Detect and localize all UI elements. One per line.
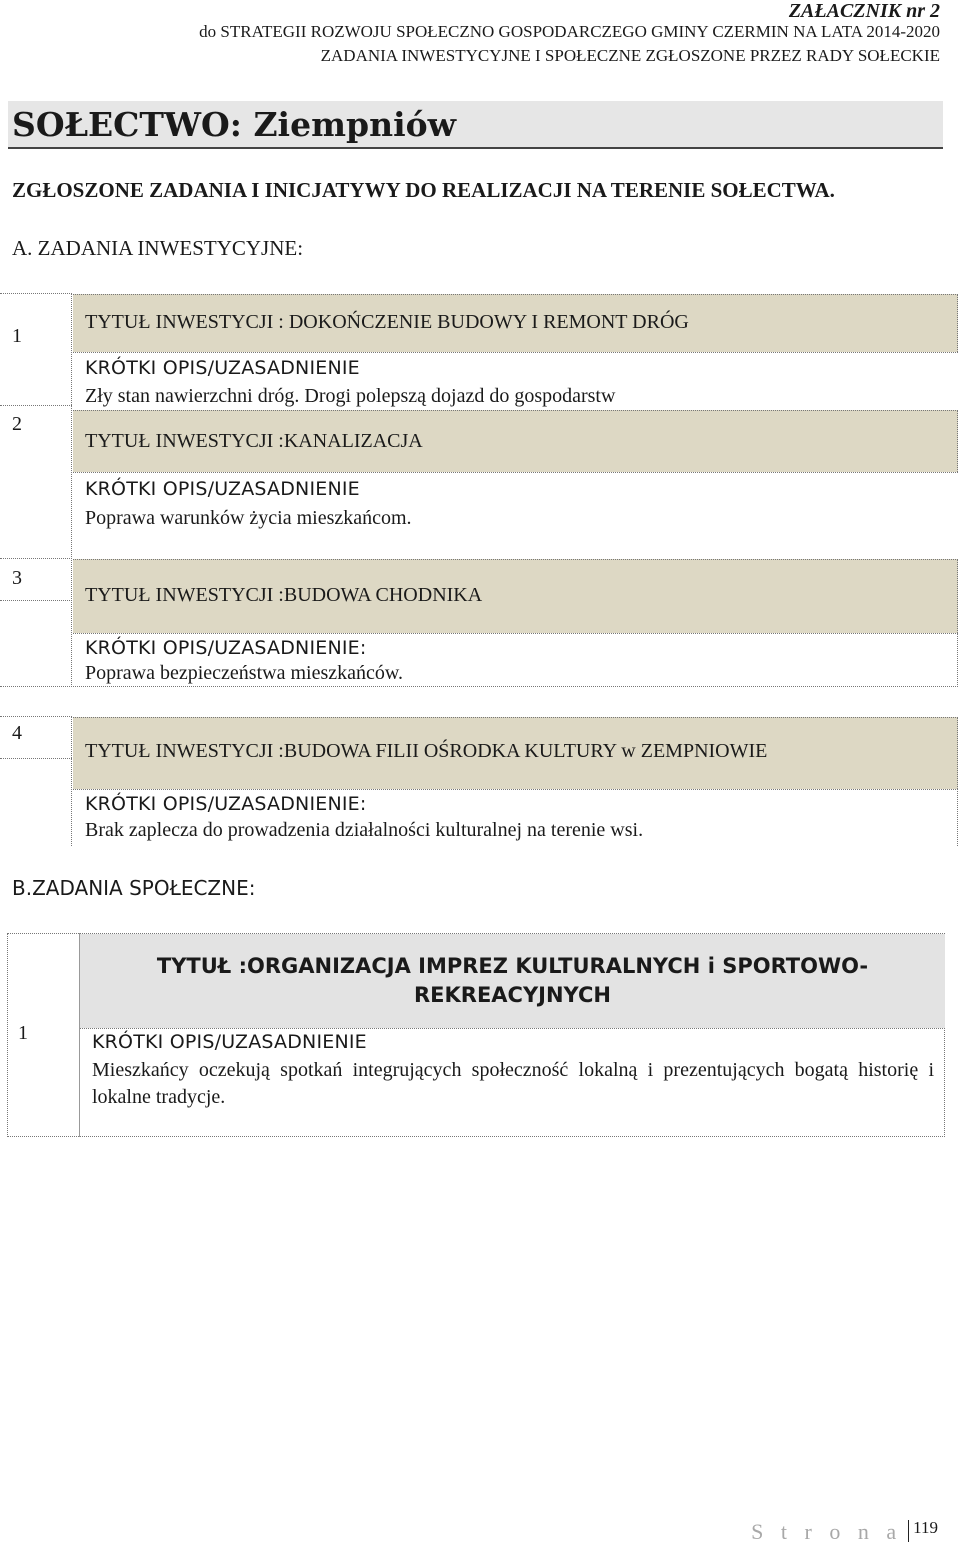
section-b-heading: B.ZADANIA SPOŁECZNE: [12, 876, 256, 900]
desc-label: KRÓTKI OPIS/UZASADNIENIE: [85, 793, 367, 815]
item-number: 3 [12, 567, 22, 589]
item-description: Poprawa bezpieczeństwa mieszkańców. [85, 662, 404, 684]
table-border [0, 293, 72, 294]
item-title: TYTUŁ INWESTYCJI :BUDOWA CHODNIKA [85, 584, 483, 606]
desc-label: KRÓTKI OPIS/UZASADNIENIE: [85, 637, 367, 659]
intro-heading: ZGŁOSZONE ZADANIA I INICJATYWY DO REALIZACJI NA TERENIE SOŁECTWA. [12, 178, 835, 202]
annex-label: ZAŁACZNIK nr 2 [788, 0, 940, 22]
number-column [0, 716, 72, 846]
page-footer [751, 1518, 938, 1545]
row-divider [80, 1028, 945, 1029]
item-title-cell [80, 934, 945, 1028]
item-title: TYTUŁ :ORGANIZACJA IMPREZ KULTURALNYCH i SPORTOWO- [156, 954, 869, 978]
item-title: TYTUŁ INWESTYCJI :KANALIZACJA [85, 430, 423, 452]
tasks-line: ZADANIA INWESTYCYJNE I SPOŁECZNE ZGŁOSZONE PRZEZ RADY SOŁECKIE [320, 46, 940, 65]
item-title-line2: REKREACYJNYCH [413, 983, 611, 1007]
row-divider [0, 405, 72, 406]
strategy-line: do STRATEGII ROZWOJU SPOŁECZNO GOSPODARCZEGO GMINY CZERMIN NA LATA 2014-2020 [199, 22, 940, 41]
item-description: Brak zaplecza do prowadzenia działalności kulturalnej na terenie wsi. [85, 819, 644, 841]
item-description: Mieszkańcy oczekują spotkań integrujących społeczność lokalną i prezentujących bogatą historię i lokalne tradycje. [92, 1059, 934, 1108]
item-title: TYTUŁ INWESTYCJI : DOKOŃCZENIE BUDOWY I REMONT DRÓG [85, 311, 689, 333]
item-number: 2 [12, 413, 22, 435]
row-divider [0, 758, 72, 759]
row-divider [0, 600, 72, 601]
section-a-heading: A. ZADANIA INWESTYCYJNE: [12, 236, 304, 260]
item-description: Poprawa warunków życia mieszkańcom. [85, 507, 412, 529]
item-number: 1 [18, 1022, 28, 1044]
desc-label: KRÓTKI OPIS/UZASADNIENIE [85, 478, 360, 500]
page-label: S t r o n a [751, 1519, 903, 1544]
page-number: 119 [913, 1518, 938, 1537]
item-description: Zły stan nawierzchni dróg. Drogi polepszą dojazd do gospodarstw [85, 385, 616, 407]
page-title: SOŁECTWO: Ziempniów [12, 105, 457, 144]
row-divider [0, 558, 72, 559]
footer-separator [908, 1520, 909, 1542]
item-number: 4 [12, 722, 22, 744]
item-number: 1 [12, 325, 22, 347]
number-column [0, 293, 72, 687]
item-title: TYTUŁ INWESTYCJI :BUDOWA FILII OŚRODKA KULTURY w ZEMPNIOWIE [85, 740, 768, 762]
title-banner [8, 101, 943, 149]
desc-label: KRÓTKI OPIS/UZASADNIENIE [92, 1031, 367, 1053]
desc-label: KRÓTKI OPIS/UZASADNIENIE [85, 357, 360, 379]
